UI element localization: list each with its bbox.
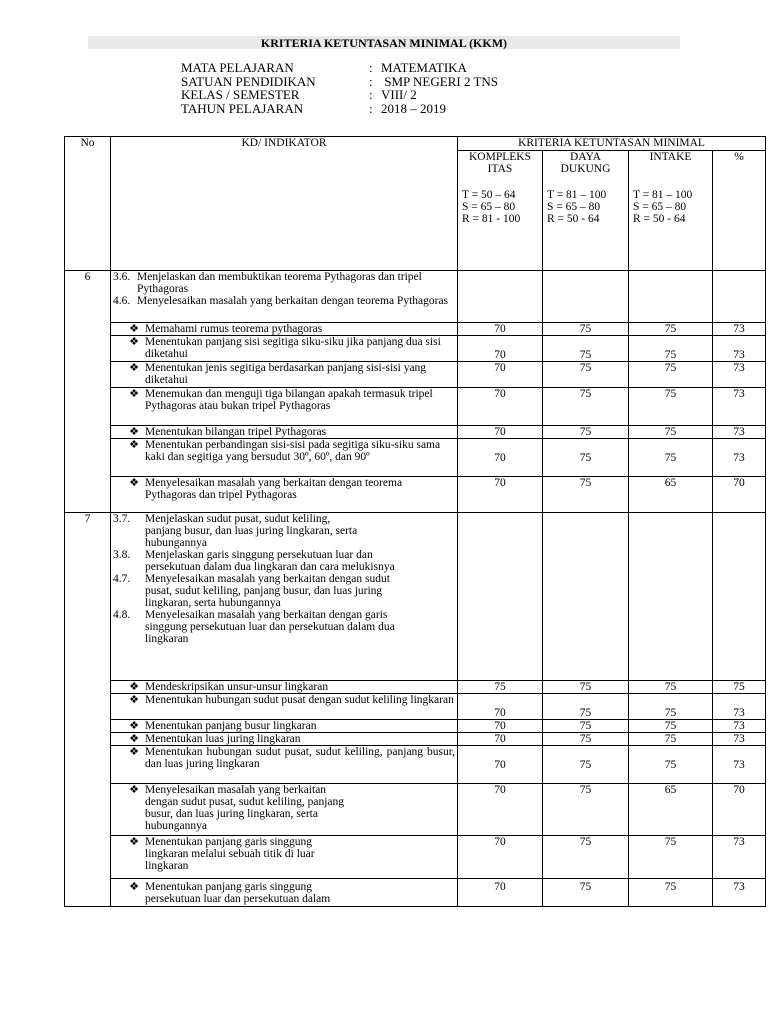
score-kompleksitas: 70	[458, 362, 543, 388]
table-row	[65, 746, 766, 784]
kd-text: Menyelesaikan masalah yang berkaitan dengan sudut pusat, sudut keliling, panjang busur, dan luas juring lingkaran, serta hubungannya	[145, 573, 390, 609]
score-percent: 73	[713, 836, 766, 879]
score-percent: 73	[713, 362, 766, 388]
meta-row-year	[181, 102, 498, 116]
score-percent: 73	[713, 426, 766, 439]
diamond-bullet-icon: ❖	[129, 720, 139, 732]
indicator-text: Menyelesaikan masalah yang berkaitan dengan teorema Pythagoras dan tripel Pythagoras	[145, 477, 403, 501]
diamond-bullet-icon: ❖	[129, 784, 139, 796]
diamond-bullet-icon: ❖	[129, 881, 139, 893]
score-intake: 65	[629, 784, 713, 836]
indicator-cell	[111, 426, 458, 439]
range-line: R = 50 - 64	[633, 213, 686, 225]
indicator-text: Mendeskripsikan unsur-unsur lingkaran	[145, 681, 329, 693]
score-kompleksitas: 70	[458, 694, 543, 720]
kd-list	[111, 271, 458, 323]
header-daya-line1: DAYA	[570, 151, 601, 163]
score-kompleksitas: 70	[458, 439, 543, 477]
score-intake: 75	[629, 879, 713, 907]
kd-text: Menyelesaikan masalah yang berkaitan dengan garis singgung persekutuan luar dan persekutuan dalam dua lingkaran	[145, 609, 395, 645]
indicator-text: Menentukan panjang garis singgung persekutuan luar dan persekutuan dalam	[145, 881, 331, 905]
kd-item	[113, 271, 455, 295]
indicator-cell	[111, 336, 458, 362]
score-kompleksitas: 70	[458, 784, 543, 836]
score-percent: 70	[713, 784, 766, 836]
range-line: T = 81 – 100	[633, 189, 693, 201]
indicator-cell	[111, 733, 458, 746]
kd-text: Menjelaskan garis singgung persekutuan luar dan persekutuan dalam dua lingkaran dan cara melukisnya	[145, 549, 395, 573]
header-daya-line2: DUKUNG	[560, 163, 611, 175]
kd-item	[113, 295, 455, 307]
score-percent: 73	[713, 439, 766, 477]
range-line: T = 50 – 64	[462, 189, 516, 201]
header-kompleksitas-line2: ITAS	[487, 163, 513, 175]
header-kompleksitas	[458, 151, 543, 271]
kd-item	[113, 573, 455, 609]
table-row	[65, 836, 766, 879]
table-row	[65, 879, 766, 907]
score-intake: 75	[629, 836, 713, 879]
diamond-bullet-icon: ❖	[129, 746, 139, 758]
score-kompleksitas: 70	[458, 477, 543, 513]
table-row	[65, 336, 766, 362]
meta-label: TAHUN PELAJARAN	[181, 100, 304, 116]
header-kd: KD/ INDIKATOR	[111, 137, 458, 271]
score-percent: 73	[713, 733, 766, 746]
header-kkm: KRITERIA KETUNTASAN MINIMAL	[458, 137, 766, 151]
diamond-bullet-icon: ❖	[129, 388, 139, 400]
kd-code: 4.8.	[113, 609, 131, 621]
indicator-text: Menentukan panjang busur lingkaran	[145, 720, 317, 732]
score-percent: 75	[713, 681, 766, 694]
kompleksitas-ranges	[460, 189, 540, 225]
daya-ranges	[545, 189, 626, 225]
score-intake: 75	[629, 746, 713, 784]
score-intake: 75	[629, 733, 713, 746]
kd-text: Menjelaskan dan membuktikan teorema Pythagoras dan tripel Pythagoras	[137, 271, 422, 295]
table-row	[65, 681, 766, 694]
diamond-bullet-icon: ❖	[129, 836, 139, 848]
diamond-bullet-icon: ❖	[129, 336, 139, 348]
kd-text: Menyelesaikan masalah yang berkaitan dengan teorema Pythagoras	[137, 295, 449, 307]
score-kompleksitas: 70	[458, 746, 543, 784]
score-daya-dukung: 75	[543, 733, 629, 746]
kd-code: 4.6.	[113, 295, 131, 307]
header-intake-label: INTAKE	[649, 151, 692, 163]
table-row	[65, 477, 766, 513]
kkm-table	[64, 136, 766, 907]
score-intake: 75	[629, 362, 713, 388]
meta-row-school	[181, 75, 498, 89]
score-daya-dukung: 75	[543, 388, 629, 426]
indicator-text: Menentukan perbandingan sisi-sisi pada segitiga siku-siku sama kaki dan segitiga yang bersudut 30º, 60º, dan 90º	[145, 439, 441, 463]
score-daya-dukung: 75	[543, 477, 629, 513]
indicator-text: Menentukan luas juring lingkaran	[145, 733, 301, 745]
diamond-bullet-icon: ❖	[129, 323, 139, 335]
score-daya-dukung: 75	[543, 681, 629, 694]
diamond-bullet-icon: ❖	[129, 681, 139, 693]
indicator-cell	[111, 388, 458, 426]
diamond-bullet-icon: ❖	[129, 477, 139, 489]
meta-colon: :	[369, 87, 373, 102]
kd-item	[113, 513, 455, 549]
group-no: 7	[65, 513, 111, 907]
meta-value: MATEMATIKA	[381, 60, 467, 75]
intake-ranges	[631, 189, 710, 225]
header-percent: %	[713, 151, 766, 271]
indicator-text: Menentukan hubungan sudut pusat, sudut keliling, panjang busur, dan luas juring lingkaran	[145, 746, 455, 770]
score-intake: 75	[629, 694, 713, 720]
score-kompleksitas: 70	[458, 388, 543, 426]
score-intake: 75	[629, 426, 713, 439]
score-daya-dukung: 75	[543, 879, 629, 907]
score-percent: 73	[713, 323, 766, 336]
indicator-cell	[111, 694, 458, 720]
range-line: S = 65 – 80	[633, 201, 687, 213]
meta-colon: :	[369, 73, 373, 89]
score-intake: 75	[629, 720, 713, 733]
indicator-cell	[111, 746, 458, 784]
score-kompleksitas: 70	[458, 323, 543, 336]
indicator-cell	[111, 477, 458, 513]
score-daya-dukung: 75	[543, 746, 629, 784]
table-row	[65, 362, 766, 388]
meta-colon: :	[369, 100, 373, 116]
document-title: KRITERIA KETUNTASAN MINIMAL (KKM)	[88, 36, 680, 49]
range-line: T = 81 – 100	[547, 189, 607, 201]
document-meta	[181, 61, 498, 115]
meta-label: MATA PELAJARAN	[181, 60, 294, 75]
indicator-text: Menyelesaikan masalah yang berkaitan dengan sudut pusat, sudut keliling, panjang busur, dan luas juring lingkaran, serta hubungannya	[145, 784, 344, 832]
score-intake: 65	[629, 477, 713, 513]
table-row	[65, 439, 766, 477]
score-daya-dukung: 75	[543, 426, 629, 439]
indicator-cell	[111, 323, 458, 336]
meta-value: VIII/ 2	[381, 87, 417, 102]
indicator-cell	[111, 720, 458, 733]
score-percent: 73	[713, 720, 766, 733]
diamond-bullet-icon: ❖	[129, 733, 139, 745]
table-row	[65, 694, 766, 720]
indicator-cell	[111, 681, 458, 694]
score-kompleksitas: 70	[458, 336, 543, 362]
score-percent: 73	[713, 746, 766, 784]
table-row	[65, 426, 766, 439]
kd-code: 4.7.	[113, 573, 131, 585]
score-percent: 73	[713, 388, 766, 426]
diamond-bullet-icon: ❖	[129, 694, 139, 706]
table-row	[65, 323, 766, 336]
table-row	[65, 388, 766, 426]
header-kompleksitas-line1: KOMPLEKS	[469, 151, 531, 163]
meta-label: KELAS / SEMESTER	[181, 87, 300, 102]
table-row	[65, 784, 766, 836]
group-no: 6	[65, 271, 111, 513]
score-kompleksitas: 70	[458, 720, 543, 733]
header-daya-dukung	[543, 151, 629, 271]
diamond-bullet-icon: ❖	[129, 439, 139, 451]
score-kompleksitas: 70	[458, 836, 543, 879]
kd-code: 3.7.	[113, 513, 131, 525]
score-percent: 73	[713, 879, 766, 907]
score-daya-dukung: 75	[543, 336, 629, 362]
indicator-cell	[111, 439, 458, 477]
score-daya-dukung: 75	[543, 784, 629, 836]
indicator-cell	[111, 879, 458, 907]
meta-label: SATUAN PENDIDIKAN	[181, 73, 316, 89]
score-daya-dukung: 75	[543, 720, 629, 733]
diamond-bullet-icon: ❖	[129, 426, 139, 438]
score-intake: 75	[629, 388, 713, 426]
meta-row-subject	[181, 61, 498, 75]
kd-code: 3.6.	[113, 271, 131, 283]
table-row	[65, 733, 766, 746]
indicator-text: Menemukan dan menguji tiga bilangan apakah termasuk tripel Pythagoras atau bukan tripel Pythagoras	[145, 388, 433, 412]
kd-list	[111, 513, 458, 681]
indicator-text: Menentukan hubungan sudut pusat dengan sudut keliling lingkaran	[145, 694, 454, 706]
indicator-cell	[111, 836, 458, 879]
meta-row-class	[181, 88, 498, 102]
range-line: R = 50 - 64	[547, 213, 600, 225]
diamond-bullet-icon: ❖	[129, 362, 139, 374]
kd-code: 3.8.	[113, 549, 131, 561]
meta-colon: :	[369, 60, 373, 75]
indicator-cell	[111, 784, 458, 836]
meta-value: 2018 – 2019	[381, 100, 446, 116]
indicator-text: Menentukan jenis segitiga berdasarkan panjang sisi-sisi yang diketahui	[145, 362, 427, 386]
range-line: S = 65 – 80	[462, 201, 516, 213]
score-kompleksitas: 70	[458, 733, 543, 746]
score-intake: 75	[629, 336, 713, 362]
score-intake: 75	[629, 323, 713, 336]
kd-row-6	[65, 271, 766, 323]
score-kompleksitas: 70	[458, 879, 543, 907]
score-daya-dukung: 75	[543, 836, 629, 879]
score-intake: 75	[629, 681, 713, 694]
table-header-row	[65, 137, 766, 151]
score-kompleksitas: 70	[458, 426, 543, 439]
score-daya-dukung: 75	[543, 323, 629, 336]
range-line: S = 65 – 80	[547, 201, 601, 213]
score-daya-dukung: 75	[543, 694, 629, 720]
indicator-text: Memahami rumus teorema pythagoras	[145, 323, 323, 335]
score-daya-dukung: 75	[543, 362, 629, 388]
indicator-text: Menentukan panjang sisi segitiga siku-siku jika panjang dua sisi diketahui	[145, 336, 441, 360]
score-percent: 73	[713, 336, 766, 362]
score-intake: 75	[629, 439, 713, 477]
score-daya-dukung: 75	[543, 439, 629, 477]
indicator-text: Menentukan bilangan tripel Pythagoras	[145, 426, 327, 438]
meta-value: SMP NEGERI 2 TNS	[381, 73, 499, 89]
range-line: R = 81 - 100	[462, 213, 521, 225]
kd-item	[113, 549, 455, 573]
kd-item	[113, 609, 455, 645]
header-no: No	[65, 137, 111, 271]
indicator-text: Menentukan panjang garis singgung lingkaran melalui sebuah titik di luar lingkaran	[145, 836, 315, 872]
header-intake	[629, 151, 713, 271]
score-kompleksitas: 75	[458, 681, 543, 694]
indicator-cell	[111, 362, 458, 388]
kd-row-7	[65, 513, 766, 681]
table-row	[65, 720, 766, 733]
score-percent: 70	[713, 477, 766, 513]
score-percent: 73	[713, 694, 766, 720]
kd-text: Menjelaskan sudut pusat, sudut keliling, panjang busur, dan luas juring lingkaran, serta hubungannya	[145, 513, 358, 549]
